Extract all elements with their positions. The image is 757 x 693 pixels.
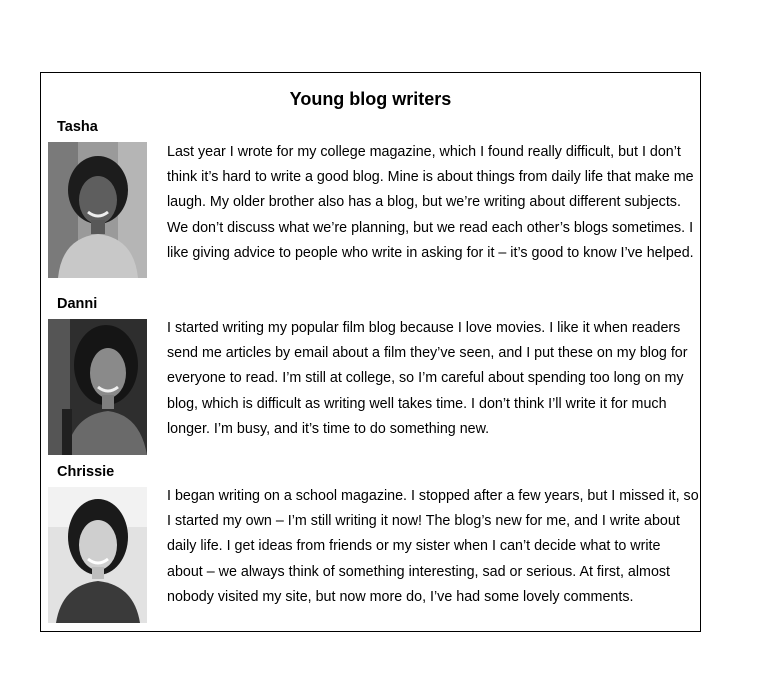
writer-name-danni: Danni [57, 296, 98, 312]
chrissie-bio-paragraph: I began writing on a school magazine. I stopped after a few years, but I missed it, so I started my own – I’m still writing it now! The blog’s new for me, and I write about daily life. I get ideas from friends or my sister when I can’t decide what to write about – we always think of something interesting, sad or serious. At first, almost nobody visited my site, but now more do, I’ve had some lovely comments. [167, 488, 699, 605]
tasha-bio-paragraph: Last year I wrote for my college magazine, which I found really difficult, but I don’t think it’s hard to write a good blog. Mine is about things from daily life that make me laugh. My older brother also has a blog, but we’re writing about different subjects. We don’t discuss what we’re planning, but we read each other’s blogs sometimes. I like giving advice to people who write in asking for it – it’s good to know I’ve helped. [167, 144, 694, 261]
writer-name-chrissie: Chrissie [57, 464, 115, 480]
tasha-portrait-photo [48, 142, 147, 278]
portrait-photo-icon [48, 487, 147, 623]
danni-bio-paragraph: I started writing my popular film blog because I love movies. I like it when readers send me articles by email about a film they’ve seen, and I put these on my blog for everyone to read. I’m still at college, so I’m careful about spending too long on my blog, which is difficult as writing well takes time. I don’t think I’ll write it for much longer. I’m busy, and it’s time to do something new. [167, 320, 688, 437]
chrissie-portrait-photo [48, 487, 147, 623]
portrait-photo-icon [48, 142, 147, 278]
page-title: Young blog writers [289, 89, 452, 109]
danni-portrait-photo [48, 319, 147, 455]
writer-name-tasha: Tasha [57, 119, 98, 135]
portrait-photo-icon [48, 319, 147, 455]
